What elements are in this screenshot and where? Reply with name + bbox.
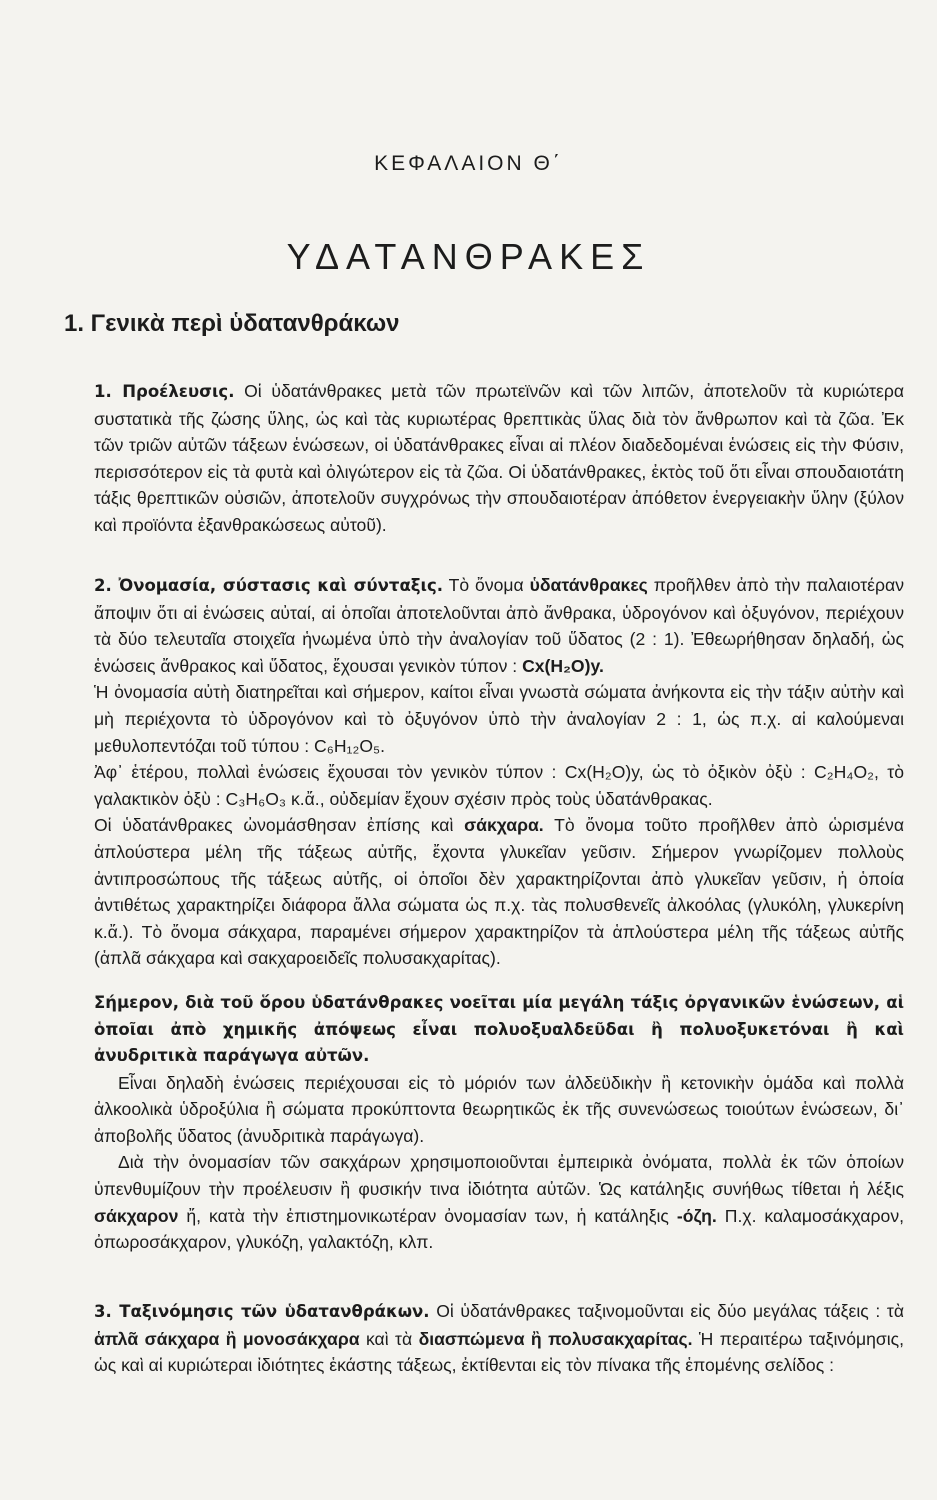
naming-paragraph-5: Εἶναι δηλαδὴ ἑνώσεις περιέχουσαι εἰς τὸ μόριόν των ἀλδεϋδικὴν ἢ κετονικὴν ὁμάδα καὶ πολλὰ ἀλκοολικὰ ὑδροξύλια ἢ σώματα προκύπτοντα θεωρητικῶς ἐκ τῆς συνενώσεως τοιούτων ἑνώσεων, δι᾿ ἀποβολῆς ὕδατος (ἀνυδριτικὰ παράγωγα). — [94, 1072, 904, 1146]
classification-text-e: Ἡ περαιτέρω ταξινόμησις, ὡς καὶ αἱ κυριώτεραι ἰδιότητες ἑκάστης τάξεως, ἐκτίθενται εἰς τὸν πίνακα τῆς ἑπομένης σελίδος : — [94, 1328, 905, 1376]
subsection-heading-classification: 3. Ταξινόμησις τῶν ὑδατανθράκων. — [94, 1302, 430, 1321]
classification-text-a: Οἱ ὑδατάνθρακες ταξινομοῦνται εἰς δύο μεγάλας τάξεις : τὰ — [436, 1301, 905, 1321]
section-origin — [94, 378, 904, 539]
term-sugars: σάκχαρα. — [464, 815, 544, 836]
sugars-text-c: Τὸ ὄνομα τοῦτο προῆλθεν ἀπὸ ὡρισμένα ἁπλούστερα μέλη τῆς τάξεως αὐτῆς, ἔχοντα γλυκεῖαν γεῦσιν. Σήμερον γνωρίζομεν πολλοὺς ἀντιπροσώπους τῆς τάξεως αὐτῆς, οἱ ὁποῖοι δὲν χαρακτηρίζονται ἀπὸ γλυκεῖαν γεῦσιν, ἡ ὁποία ἀντιθέτως χαρακτηρίζει διάφορα ἄλλα σώματα ὡς π.χ. τὰς πολυσθενεῖς ἀλκοόλας (γλυκόλη, γλυκερίνη κ.ἄ.). Τὸ ὄνομα σάκχαρα, παραμένει σήμερον χαρακτηρίζον τὰ ἁπλούστερα μέλη τῆς τάξεως αὐτῆς (ἁπλᾶ σάκχαρα καὶ σακχαροειδεῖς πολυσακχαρίτας). — [94, 815, 905, 969]
section-heading: 1. Γενικὰ περὶ ὑδατανθράκων — [64, 310, 400, 337]
term-polysaccharides: διασπώμενα ἢ πολυσακχαρίτας. — [418, 1328, 693, 1349]
term-monosaccharides: ἁπλᾶ σάκχαρα ἢ μονοσάκχαρα — [94, 1328, 360, 1349]
naming-text-6a: Διὰ τὴν ὀνομασίαν τῶν σακχάρων χρησιμοποιοῦνται ἐμπειρικὰ ὀνόματα, πολλὰ ἐκ τῶν ὁποίων ὑπενθυμίζουν τὴν προέλευσιν ἢ φυσικήν τινα ἰδιότητα αὐτῶν. Ὡς κατάληξις συνήθως τίθεται ἡ λέξις — [94, 1152, 904, 1200]
naming-text-6e: Π.χ. καλαμοσάκχαρον, ὀπωροσάκχαρον, γλυκόζη, γαλακτόζη, κλπ. — [94, 1205, 905, 1253]
definition-paragraph: Σήμερον, διὰ τοῦ ὅρου ὑδατάνθρακες νοεῖται μία μεγάλη τάξις ὀργανικῶν ἑνώσεων, αἱ ὁποῖαι ἀπὸ χημικῆς ἀπόψεως εἶναι πολυοξυαλδεῦδαι ἢ πολυοξυκετόναι ἢ καὶ ἀνυδριτικὰ παράγωγα αὐτῶν. — [94, 992, 904, 1066]
sugars-text-a: Οἱ ὑδατάνθρακες ὠνομάσθησαν ἐπίσης καὶ — [94, 815, 454, 836]
naming-text-c: προῆλθεν ἀπὸ τὴν παλαιοτέραν ἄποψιν ὅτι αἱ ἑνώσεις αὐταί, αἱ ὁποῖαι ἀποτελοῦνται ἀπὸ ἄνθρακα, ὑδρογόνον καὶ ὀξυγόνον, περιέχουν τὰ δύο τελευταῖα στοιχεῖα ἡνωμένα ὑπὸ τὴν ἀναλογίαν τοῦ ὕδατος (2 : 1). Ἐθεωρήθησαν δηλαδή, ὡς ἑνώσεις ἄνθρακος καὶ ὕδατος, ἔχουσαι γενικὸν τύπον : — [94, 575, 904, 676]
term-sakcharon: σάκχαρον — [94, 1205, 179, 1226]
subsection-heading-naming: 2. Ὀνομασία, σύστασις καὶ σύνταξις. — [94, 576, 444, 595]
naming-paragraph-3: Ἀφ᾿ ἑτέρου, πολλαὶ ἑνώσεις ἔχουσαι τὸν γενικὸν τύπον : Cx(H₂O)y, ὡς τὸ ὀξικὸν ὀξὺ : C₂H₄O₂, τὸ γαλακτικὸν ὀξὺ : C₃H₆O₃ κ.ἄ., οὐδεμίαν ἔχουν σχέσιν πρὸς τοὺς ὑδατάνθρακας. — [94, 762, 904, 809]
classification-text-c: καὶ τὰ — [365, 1328, 413, 1349]
term-ozi: -όζη. — [676, 1205, 717, 1226]
naming-paragraph-2: Ἡ ὀνομασία αὐτὴ διατηρεῖται καὶ σήμερον, καίτοι εἶναι γνωστὰ σώματα ἀνήκοντα εἰς τὴν τάξιν αὐτὴν καὶ μὴ περιέχοντα τὸ ὑδρογόνον καὶ τὸ ὀξυγόνον ὑπὸ τὴν ἀναλογίαν 2 : 1, ὡς π.χ. αἱ καλούμεναι μεθυλοπεντόζαι τοῦ τύπου : C₆H₁₂O₅. — [94, 682, 904, 756]
section-classification — [94, 1298, 904, 1379]
chapter-label: ΚΕΦΑΛΑΙΟΝ Θ΄ — [374, 152, 563, 175]
naming-text-a: Τὸ ὄνομα — [448, 575, 524, 595]
origin-text: Οἱ ὑδατάνθρακες μετὰ τῶν πρωτεϊνῶν καὶ τῶν λιπῶν, ἀποτελοῦν τὰ κυριώτερα συστατικὰ τῆς ζώσης ὕλης, ὡς καὶ τὰς κυριωτέρας θρεπτικὰς ὕλας διὰ τὸν ἄνθρωπον καὶ τὰ ζῶα. Ἐκ τῶν τριῶν αὐτῶν τάξεων ἑνώσεων, οἱ ὑδατάνθρακες εἶναι αἱ πλέον διαδεδομέναι ἑνώσεις εἰς τὴν Φύσιν, περισσότερον εἰς τὰ φυτὰ καὶ ὀλιγώτερον εἰς τὰ ζῶα. Οἱ ὑδατάνθρακες, ἐκτὸς τοῦ ὅτι εἶναι σπουδαιοτάτη τάξις θρεπτικῶν οὐσιῶν, ἀποτελοῦν συγχρόνως τὴν σπουδαιοτέραν ἀπόθετον ἐνεργειακὴν ὕλην (ξύλον καὶ προϊόντα ἐξανθρακώσεως αὐτοῦ). — [94, 381, 904, 535]
section-naming — [94, 572, 904, 1256]
term-carbohydrates: ὑδατάνθρακες — [529, 575, 648, 595]
general-formula: Cx(H₂O)y. — [522, 655, 604, 676]
chapter-title: ΥΔΑΤΑΝΘΡΑΚΕΣ — [286, 236, 651, 277]
naming-text-6c: ἤ, κατὰ τὴν ἐπιστημονικωτέραν ὀνομασίαν των, ἡ κατάληξις — [186, 1205, 669, 1226]
subsection-heading-origin: 1. Προέλευσις. — [94, 382, 235, 401]
